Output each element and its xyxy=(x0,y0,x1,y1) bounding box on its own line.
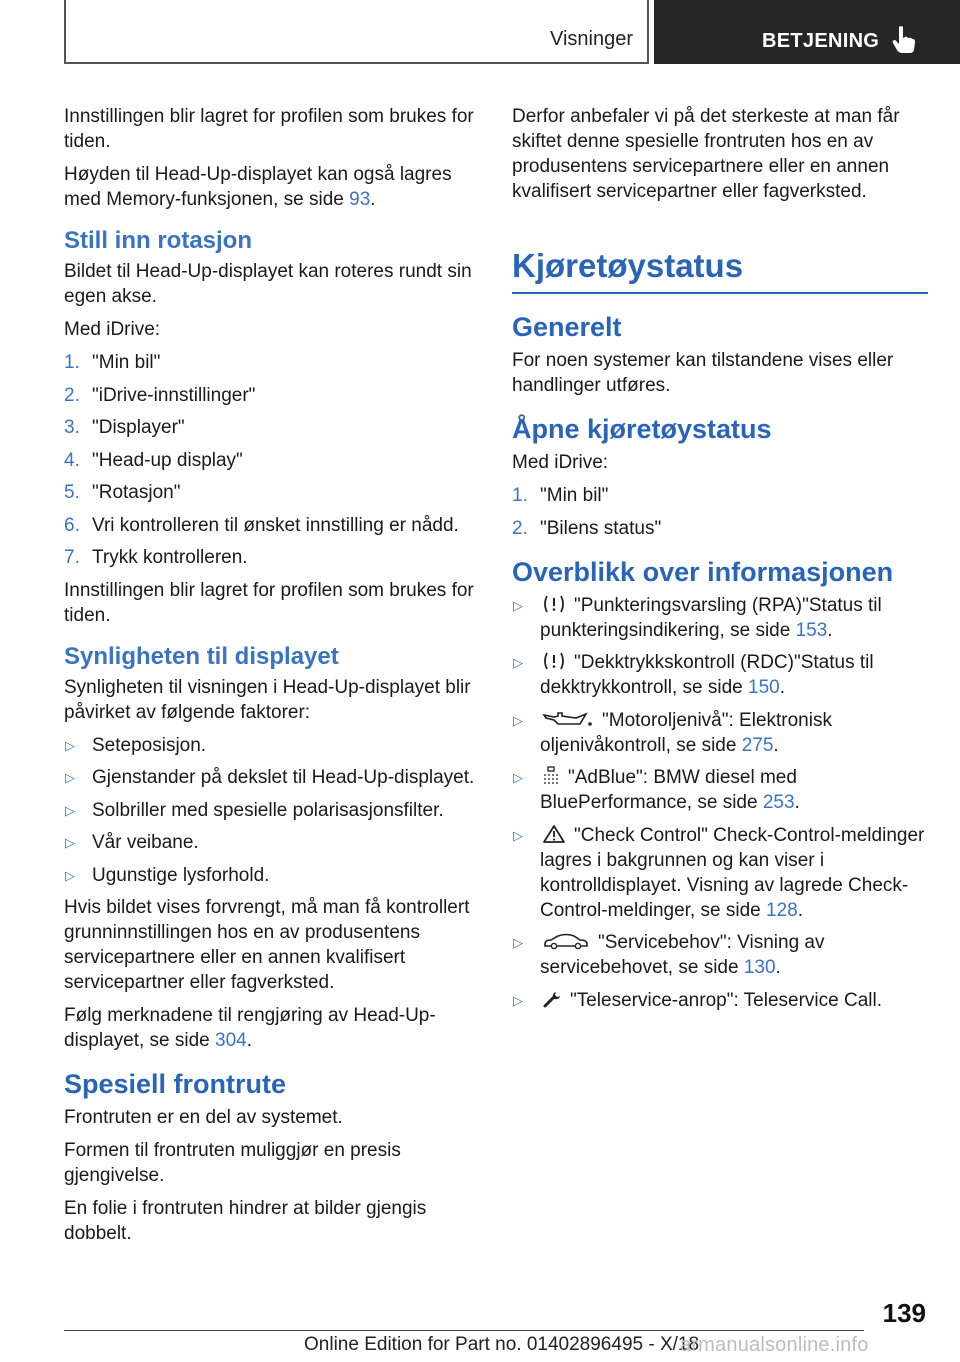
paragraph: Hvis bildet vises forvrengt, må man få kontrollert grunninnstillingen hos en av produsentens servicepartnere eller en annen kvalifisert servicepartner eller fagverksted. xyxy=(64,897,470,993)
section-title: Visninger xyxy=(549,28,633,50)
step-text: "Displayer" xyxy=(92,417,185,438)
step-item xyxy=(64,415,480,440)
step-text: "Head-up display" xyxy=(92,449,243,471)
paragraph: Synligheten til visningen i Head-Up-displayet blir påvirket av følgende faktorer: xyxy=(64,676,471,723)
step-text: "iDrive-innstillinger" xyxy=(92,384,256,406)
step-number: 2. xyxy=(512,517,528,539)
list-item: ▷ "Motoroljenivå": Elektronisk oljenivåkontroll, se side 275. xyxy=(513,709,832,756)
watermark: armanualsonline.info xyxy=(680,1334,869,1356)
bullet-triangle-icon: ▷ xyxy=(513,597,523,613)
page-link[interactable]: 275 xyxy=(741,734,774,756)
wrench-icon xyxy=(542,989,562,1009)
list-item-text: "AdBlue": BMW diesel med BluePerformance, se side xyxy=(540,767,797,813)
paragraph: Høyden til Head-Up-displayet kan også lagres med Memory-funksjonen, se side 93. xyxy=(64,164,452,210)
paragraph: Innstillingen blir lagret for profilen som brukes for tiden. xyxy=(64,106,474,152)
list-item-text: Gjenstander på dekslet til Head-Up-displayet. xyxy=(92,767,475,788)
list-item: ▷ "Servicebehov": Visning av servicebehovet, se side 130. xyxy=(513,932,825,978)
step-item xyxy=(64,545,480,570)
left-column xyxy=(64,104,480,1254)
step-text: "Min bil" xyxy=(540,485,609,506)
right-column xyxy=(512,104,928,1020)
step-item xyxy=(64,448,480,473)
bullet-triangle-icon: ▷ xyxy=(65,867,75,883)
step-text: "Bilens status" xyxy=(540,517,662,539)
bullet-triangle-icon: ▷ xyxy=(513,770,523,785)
step-number: 6. xyxy=(64,514,80,536)
bullet-triangle-icon: ▷ xyxy=(65,802,75,818)
general-heading: Generelt xyxy=(512,312,622,342)
paragraph: Innstillingen blir lagret for profilen som brukes for tiden. xyxy=(64,579,474,626)
step-item xyxy=(512,516,928,541)
step-item xyxy=(64,350,480,375)
step-item xyxy=(64,383,480,408)
list-item-text: "Check Control" Check-Control-meldinger lagres i bakgrunnen og kan viser i kontrolldisplayet. Visning av lagrede Check-Control-meldinger, se side xyxy=(540,824,925,921)
tire-pressure-icon xyxy=(542,651,566,671)
bullet-triangle-icon: ▷ xyxy=(513,655,523,670)
step-number: 3. xyxy=(64,417,80,438)
visibility-factors xyxy=(64,733,480,888)
list-item: ▷ "Punkteringsvarsling (RPA)"Status til punkteringsindikering, se side 153. xyxy=(513,594,882,641)
open-status-steps xyxy=(512,483,928,541)
step-number: 1. xyxy=(512,485,528,506)
list-item xyxy=(64,830,480,855)
list-item-text: "Teleservice-anrop": Teleservice Call. xyxy=(570,989,882,1011)
paragraph-text: Høyden til Head-Up-displayet kan også lagres med Memory-funksjonen, se side xyxy=(64,164,452,210)
footer-divider xyxy=(64,1330,864,1331)
paragraph: For noen systemer kan tilstandene vises eller handlinger utføres. xyxy=(512,350,894,396)
step-item xyxy=(64,513,480,538)
step-number: 4. xyxy=(64,449,80,471)
page-link[interactable]: 93 xyxy=(349,189,371,210)
list-item-text: Seteposisjon. xyxy=(92,734,207,756)
page-link[interactable]: 253 xyxy=(762,792,795,813)
paragraph: Formen til frontruten muliggjør en presis gjengivelse. xyxy=(64,1140,401,1186)
list-item: ▷ "Dekktrykkskontroll (RDC)"Status til dekktrykkontroll, se side 150. xyxy=(513,652,874,698)
step-number: 2. xyxy=(64,384,80,406)
list-item-text: Vår veibane. xyxy=(92,832,199,853)
step-item xyxy=(64,480,480,505)
warning-triangle-icon xyxy=(542,824,566,844)
edition-footer: Online Edition for Part no. 01402896495 - X/18 xyxy=(304,1334,700,1355)
rotation-heading: Still inn rotasjon xyxy=(64,227,253,254)
list-item-text: Solbriller med spesielle polarisasjonsfilter. xyxy=(92,799,444,821)
bullet-triangle-icon: ▷ xyxy=(65,737,75,753)
step-text: "Rotasjon" xyxy=(92,482,181,503)
open-status-heading: Åpne kjøretøystatus xyxy=(512,414,772,444)
paragraph: Med iDrive: xyxy=(512,452,609,473)
bullet-triangle-icon: ▷ xyxy=(513,935,523,950)
page-number: 139 xyxy=(882,1298,926,1328)
list-item xyxy=(512,988,928,1013)
bullet-triangle-icon: ▷ xyxy=(65,770,75,785)
list-item-text: "Motoroljenivå": Elektronisk oljenivåkontroll, se side xyxy=(540,709,832,756)
list-item: ▷ "Check Control" Check-Control-meldinger lagres i bakgrunnen og kan viser i kontrolldisplayet. Visning av lagrede Check-Control-meldinger, se side 128. xyxy=(513,824,925,921)
step-number: 5. xyxy=(64,482,80,503)
bullet-triangle-icon: ▷ xyxy=(513,712,523,728)
page-link[interactable]: 150 xyxy=(748,677,780,698)
list-item: ▷ "AdBlue": BMW diesel med BluePerformance, se side 253. xyxy=(513,767,800,813)
paragraph: Frontruten er en del av systemet. xyxy=(64,1107,343,1128)
page-link[interactable]: 304 xyxy=(215,1030,247,1051)
page-link[interactable]: 153 xyxy=(795,619,828,641)
overview-heading: Overblikk over informasjonen xyxy=(512,556,894,587)
bullet-triangle-icon: ▷ xyxy=(65,835,75,850)
rotation-steps xyxy=(64,350,480,570)
list-item-text: Ugunstige lysforhold. xyxy=(92,864,270,886)
paragraph: Bildet til Head-Up-displayet kan roteres rundt sin egen akse. xyxy=(64,261,472,307)
list-item-text: "Punkteringsvarsling (RPA)"Status til punkteringsindikering, se side xyxy=(540,594,882,641)
page-link[interactable]: 130 xyxy=(743,957,776,978)
list-item xyxy=(64,798,480,823)
visibility-heading: Synligheten til displayet xyxy=(64,642,339,670)
step-item xyxy=(512,483,928,508)
step-text: Vri kontrolleren til ønsket innstilling er nådd. xyxy=(92,514,459,536)
list-item xyxy=(64,733,480,758)
step-number: 7. xyxy=(64,547,80,568)
hand-pointer-icon xyxy=(890,24,918,56)
bullet-triangle-icon: ▷ xyxy=(513,827,523,843)
list-item xyxy=(64,863,480,888)
paragraph: Følg merknadene til rengjøring av Head-Up-displayet, se side 304. xyxy=(64,1005,436,1051)
chapter-title: BETJENING xyxy=(762,30,880,52)
paragraph: Med iDrive: xyxy=(64,319,161,340)
chapter-tab[interactable] xyxy=(654,0,960,64)
list-item-text: "Dekktrykkskontroll (RDC)"Status til dekktrykkontroll, se side xyxy=(540,652,874,698)
step-text: "Min bil" xyxy=(92,352,161,373)
service-car-icon xyxy=(542,931,590,951)
tire-warning-icon xyxy=(542,594,566,614)
paragraph: En folie i frontruten hindrer at bilder gjengis dobbelt. xyxy=(64,1198,427,1244)
step-number: 1. xyxy=(64,352,80,373)
header-section-box xyxy=(64,0,649,64)
paragraph-text: Følg merknadene til rengjøring av Head-Up-displayet, se side xyxy=(64,1005,436,1051)
list-item xyxy=(64,765,480,790)
vehicle-status-title: Kjøretøystatus xyxy=(512,212,928,294)
list-item-text: "Servicebehov": Visning av servicebehovet, se side xyxy=(540,932,825,978)
bullet-triangle-icon: ▷ xyxy=(513,992,523,1008)
paragraph: Derfor anbefaler vi på det sterkeste at man får skiftet denne spesielle frontruten hos en av produsentens servicepartnere eller en annen kvalifisert servicepartner eller fagverksted. xyxy=(512,106,900,202)
overview-list xyxy=(512,593,928,1013)
page-link[interactable]: 128 xyxy=(766,899,798,921)
windshield-heading: Spesiell frontrute xyxy=(64,1069,287,1099)
adblue-icon xyxy=(542,766,560,786)
step-text: Trykk kontrolleren. xyxy=(92,547,248,568)
oil-can-icon xyxy=(542,709,594,729)
